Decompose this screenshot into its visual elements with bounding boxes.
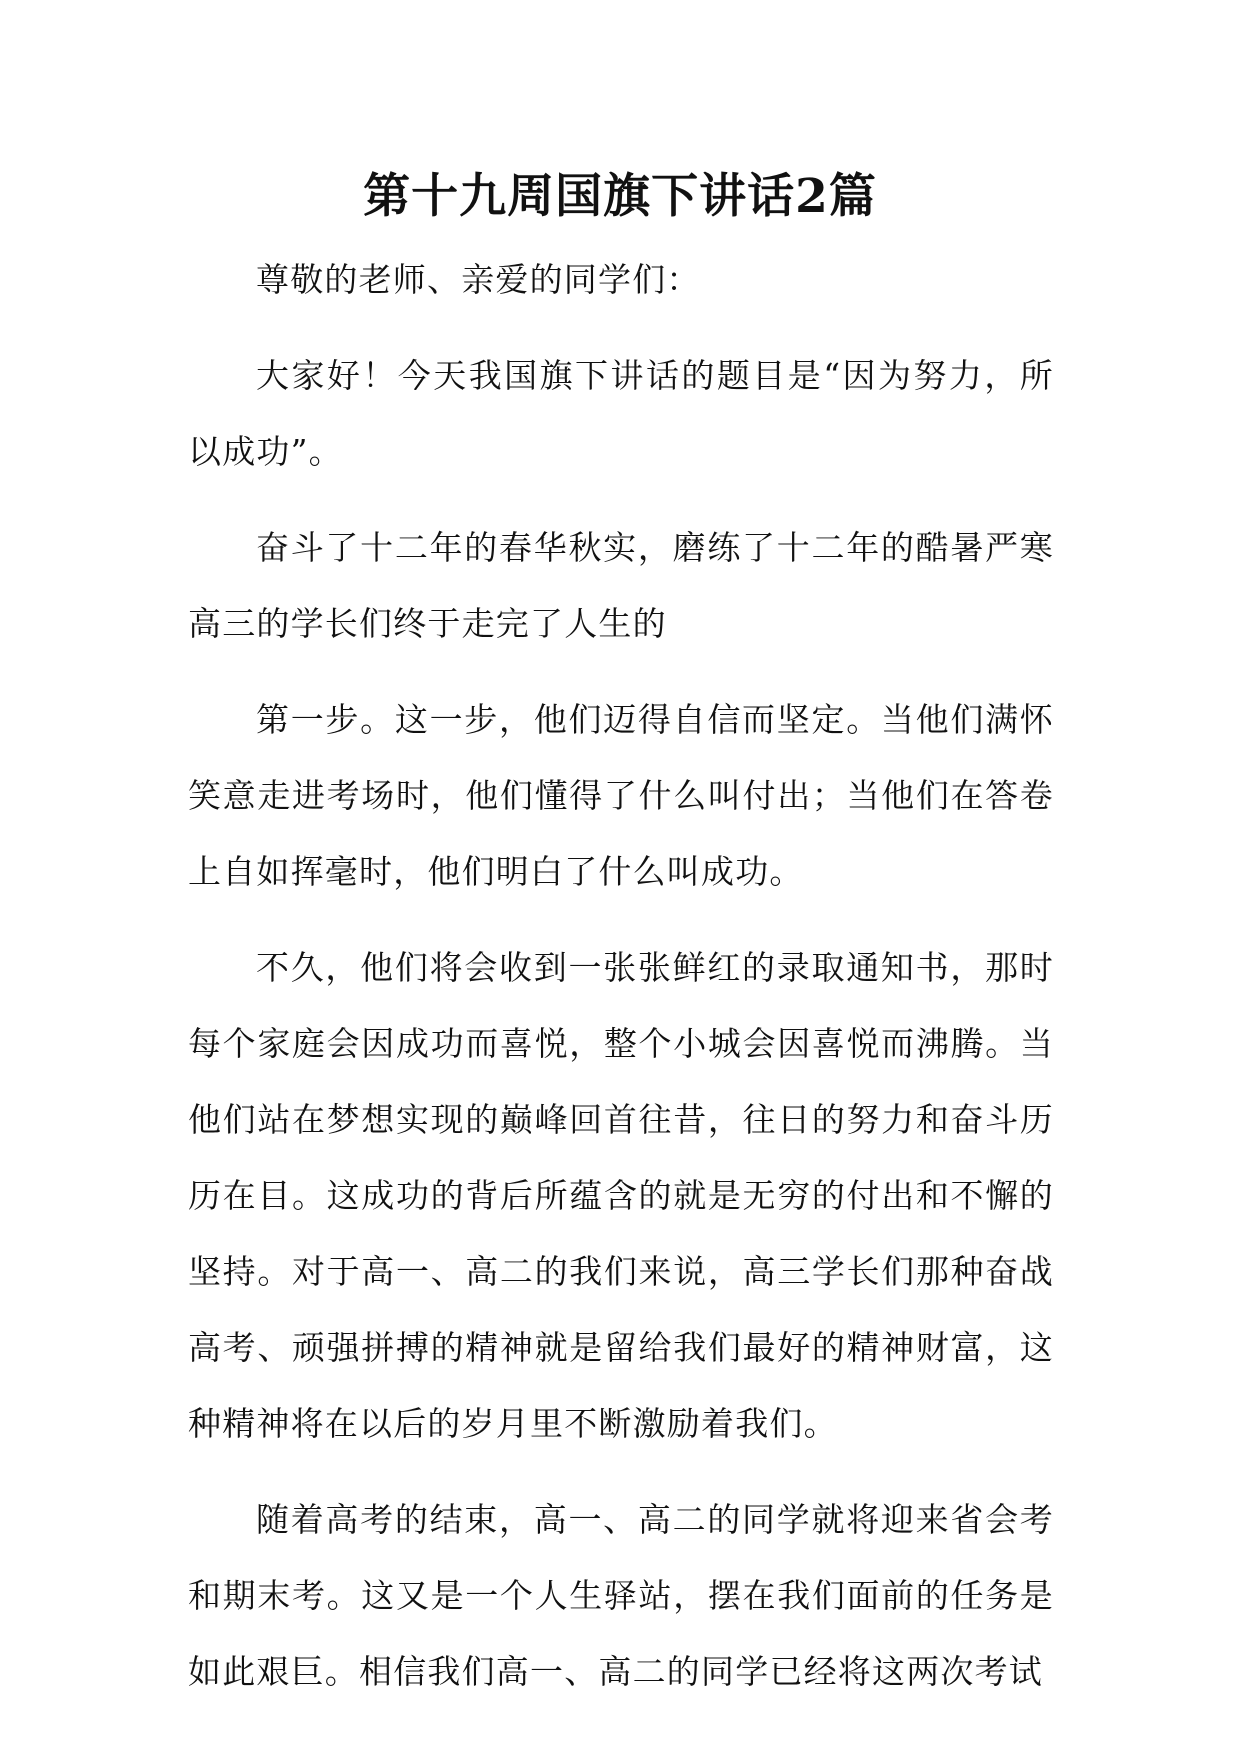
paragraph-greeting: 尊敬的老师、亲爱的同学们： [256,260,701,299]
paragraph-success: 不久，他们将会收到一张张鲜红的录取通知书，那时每个家庭会因成功而喜悦，整个小城会因喜悦而沸腾。当他们站在梦想实现的巅峰回首往昔，往日的努力和奋斗历历在目。这成功的背后所蕴含的就是无穷的付出和不懈的坚持。对于高一、高二的我们来说，高三学长们那种奋战高考、顽强拼搏的精神就是留给我们最好的精神财富，这种精神将在以后的岁月里不断激励着我们。 [188,948,1054,1443]
paragraph-exams: 随着高考的结束，高一、高二的同学就将迎来省会考和期末考。这又是一个人生驿站，摆在我们面前的任务是如此艰巨。相信我们高一、高二的同学已经将这两次考试 [188,1500,1054,1691]
document-title: 第十九周国旗下讲话2篇 [363,169,877,224]
document-body [188,242,1054,1730]
paragraph-first-step: 第一步。这一步，他们迈得自信而坚定。当他们满怀笑意走进考场时，他们懂得了什么叫付出；当他们在答卷上自如挥毫时，他们明白了什么叫成功。 [188,700,1054,891]
paragraph-topic: 大家好！今天我国旗下讲话的题目是“因为努力，所以成功”。 [188,356,1054,471]
paragraph-seniors: 奋斗了十二年的春华秋实，磨练了十二年的酷暑严寒高三的学长们终于走完了人生的 [188,528,1054,643]
